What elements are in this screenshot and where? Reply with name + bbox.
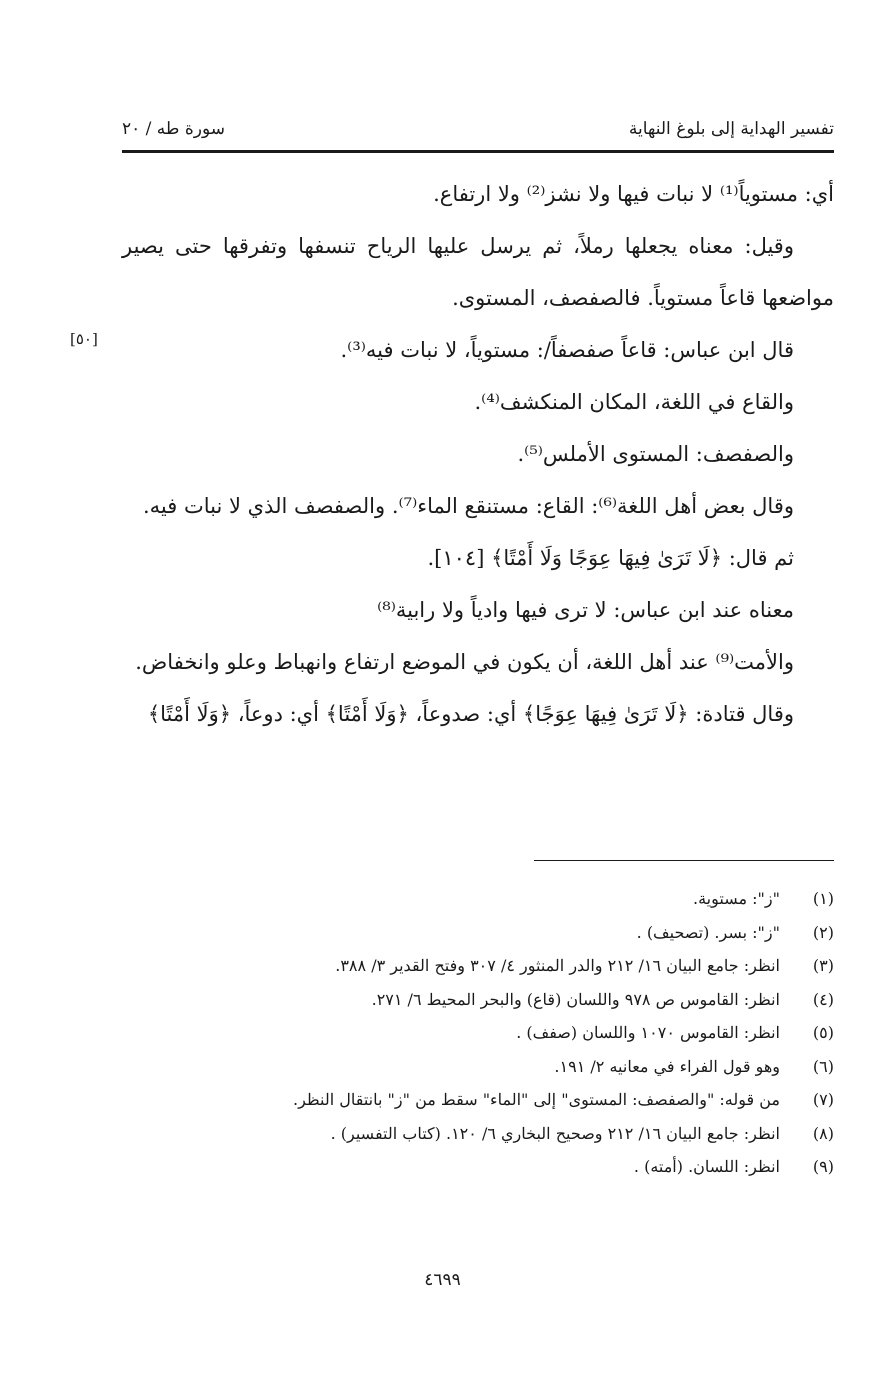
footnote-item — [200, 1083, 834, 1117]
paragraph-10: وقال قتادة: ﴿لَا تَرَىٰ فِيهَا عِوَجًا﴾ أي: صدوعاً، ﴿وَلَا أَمْتًا﴾ أي: دوعاً، ﴿وَلَا أَمْتًا﴾ — [147, 702, 794, 726]
main-text — [122, 168, 834, 740]
footnote-divider — [534, 860, 834, 861]
footnote-item — [200, 949, 834, 983]
footnote-number: (٨) — [812, 1123, 834, 1143]
footnote-item — [200, 983, 834, 1017]
footnote-text: انظر: جامع البيان ١٦/ ٢١٢ وصحيح البخاري ٦/ ١٢٠. (كتاب التفسير) . — [330, 1123, 780, 1143]
footnote-item — [200, 916, 834, 950]
header-divider — [122, 150, 834, 153]
footnote-number: (٤) — [812, 989, 834, 1009]
footnote-item — [200, 1150, 834, 1184]
footnote-text: انظر: جامع البيان ١٦/ ٢١٢ والدر المنثور ٤/ ٣٠٧ وفتح القدير ٣/ ٣٨٨. — [335, 956, 780, 975]
paragraph-7: ثم قال: ﴿لَا تَرَىٰ فِيهَا عِوَجًا وَلَا أَمْتًا﴾ [١٠٤]. — [427, 546, 794, 570]
footnotes — [200, 882, 834, 1184]
footnote-text: انظر: اللسان. (أمته) . — [633, 1157, 780, 1176]
footnote-number: (٢) — [812, 922, 834, 942]
footnote-number: (٣) — [812, 956, 834, 975]
footnote-item — [200, 1016, 834, 1050]
footnote-text: "ز": بسر. (تصحيف) . — [636, 922, 780, 942]
footnote-item — [200, 882, 834, 916]
footnote-number: (٥) — [812, 1023, 834, 1042]
paragraph-2: وقيل: معناه يجعلها رملاً، ثم يرسل عليها الرياح تنسفها وتفرقها حتى يصير مواضعها قاعاً مستوياً. فالصفصف، المستوى. — [122, 234, 834, 310]
margin-manuscript-reference: [٥٠] — [70, 330, 98, 348]
footnote-number: (١) — [812, 889, 834, 908]
footnote-text: وهو قول الفراء في معانيه ٢/ ١٩١. — [554, 1056, 780, 1076]
paragraph-4: والقاع في اللغة، المكان المنكشف⁽⁴⁾. — [474, 390, 794, 414]
footnote-number: (٧) — [812, 1090, 834, 1109]
running-header — [122, 110, 834, 148]
footnote-text: من قوله: "والصفصف: المستوى" إلى "الماء" سقط من "ز" بانتقال النظر. — [292, 1090, 780, 1109]
paragraph-1: أي: مستوياً⁽¹⁾ لا نبات فيها ولا نشز⁽²⁾ ولا ارتفاع. — [433, 182, 834, 206]
paragraph-5: والصفصف: المستوى الأملس⁽⁵⁾. — [517, 442, 794, 466]
paragraph-3: قال ابن عباس: قاعاً صفصفاً/: مستوياً، لا نبات فيه⁽³⁾. — [340, 338, 794, 362]
paragraph-8: معناه عند ابن عباس: لا ترى فيها وادياً ولا رابية⁽⁸⁾ — [377, 598, 794, 622]
footnote-text: انظر: القاموس ١٠٧٠ واللسان (صفف) . — [516, 1023, 780, 1042]
page-number: ٤٦٩٩ — [424, 1270, 461, 1290]
paragraph-6: وقال بعض أهل اللغة⁽⁶⁾: القاع: مستنقع الماء⁽⁷⁾. والصفصف الذي لا نبات فيه. — [142, 494, 794, 518]
footnote-number: (٩) — [812, 1157, 834, 1176]
footnote-number: (٦) — [812, 1056, 834, 1076]
footnote-item — [200, 1117, 834, 1151]
footnote-item — [200, 1050, 834, 1084]
footnote-text: انظر: القاموس ص ٩٧٨ واللسان (قاع) والبحر المحيط ٦/ ٢٧١. — [371, 989, 780, 1009]
footnote-text: "ز": مستوية. — [693, 889, 780, 908]
book-title: تفسير الهداية إلى بلوغ النهاية — [628, 119, 834, 139]
paragraph-9: والأمت⁽⁹⁾ عند أهل اللغة، أن يكون في الموضع ارتفاع وانهباط وعلو وانخفاض. — [135, 650, 794, 674]
surah-label: سورة طه / ٢٠ — [122, 119, 225, 139]
